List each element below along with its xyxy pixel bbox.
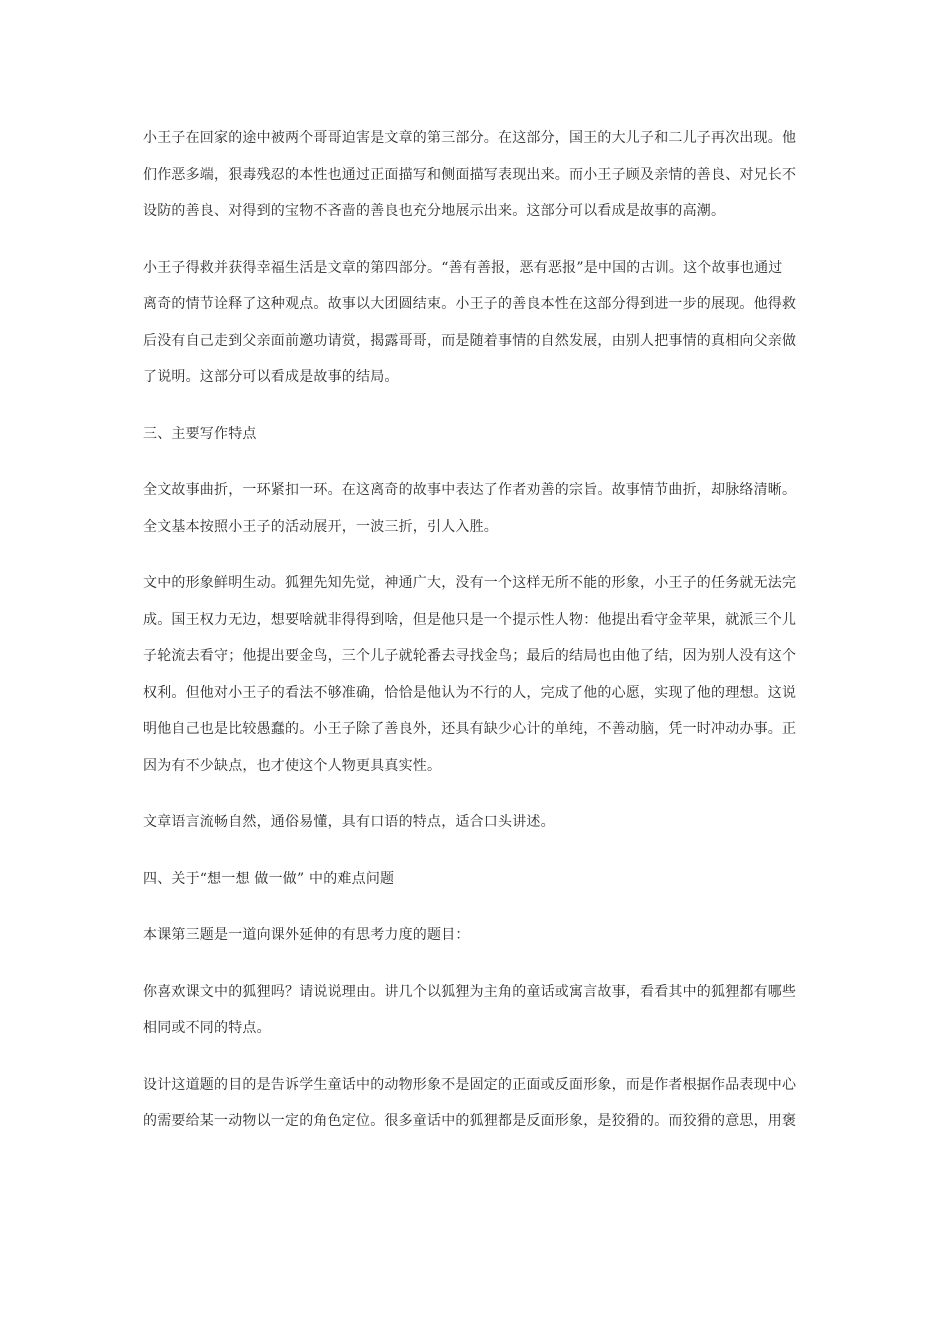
text-line: 后没有自己走到父亲面前邀功请赏，揭露哥哥，而是随着事情的自然发展，由别人把事情的真相向父亲做: [143, 332, 797, 349]
text-line: 因为有不少缺点，也才使这个人物更具真实性。: [143, 757, 442, 774]
paragraph-design-purpose: [143, 1067, 808, 1140]
paragraph-part-three: [143, 120, 808, 230]
text-line: 明他自己也是比较愚蠢的。小王子除了善良外，还具有缺少心计的单纯，不善动脑，凭一时冲动办事。正: [143, 721, 797, 737]
text-line: 子轮流去看守；他提出要金鸟，三个儿子就轮番去寻找金鸟；最后的结局也由他了结，因为别人没有这个: [143, 648, 797, 664]
text-line: 相同或不同的特点。: [143, 1020, 271, 1036]
heading-text: 四、关于“想一想 做一做” 中的难点问题: [143, 870, 395, 887]
paragraph-language: [143, 804, 808, 841]
paragraph-question: [143, 974, 808, 1047]
text-line: 文中的形象鲜明生动。狐狸先知先觉，神通广大，没有一个这样无所不能的形象，小王子的任务就无法完: [143, 575, 797, 591]
text-line: 设防的善良、对得到的宝物不吝啬的善良也充分地展示出来。这部分可以看成是故事的高潮。: [143, 203, 726, 219]
text-line: 全文故事曲折，一环紧扣一环。在这离奇的故事中表达了作者劝善的宗旨。故事情节曲折，却脉络清晰。: [143, 482, 797, 498]
paragraph-part-four: [143, 250, 808, 396]
text-line: 本课第三题是一道向课外延伸的有思考力度的题目：: [143, 927, 470, 943]
text-line: 全文基本按照小王子的活动展开，一波三折，引人入胜。: [143, 518, 498, 535]
text-line: 离奇的情节诠释了这种观点。故事以大团圆结束。小王子的善良本性在这部分得到进一步的展现。他得救: [143, 296, 797, 312]
text-line: 设计这道题的目的是告诉学生童话中的动物形象不是固定的正面或反面形象，而是作者根据作品表现中心: [143, 1076, 797, 1093]
section-heading-difficult-questions: [143, 861, 808, 898]
text-line: 小王子在回家的途中被两个哥哥迫害是文章的第三部分。在这部分，国王的大儿子和二儿子再次出现。他: [143, 130, 797, 146]
text-line: 文章语言流畅自然，通俗易懂，具有口语的特点，适合口头讲述。: [143, 814, 555, 830]
text-line: 小王子得救并获得幸福生活是文章的第四部分。“善有善报，恶有恶报”是中国的古训。这个故事也通过: [143, 259, 783, 276]
document-body: [143, 120, 808, 1160]
heading-text: 三、主要写作特点: [143, 425, 257, 442]
text-line: 们作恶多端，狠毒残忍的本性也通过正面描写和侧面描写表现出来。而小王子顾及亲情的善良、对兄长不: [143, 166, 797, 183]
paragraph-characters: [143, 565, 808, 784]
section-heading-writing-features: [143, 416, 808, 453]
text-line: 了说明。这部分可以看成是故事的结局。: [143, 369, 399, 385]
paragraph-plot: [143, 472, 808, 545]
text-line: 成。国王权力无边，想要啥就非得得到啥，但是他只是一个提示性人物：他提出看守金苹果，就派三个儿: [143, 611, 797, 628]
text-line: 的需要给某一动物以一定的角色定位。很多童话中的狐狸都是反面形象，是狡猾的。而狡猾的意思，用褒: [143, 1113, 797, 1129]
text-line: 你喜欢课文中的狐狸吗？请说说理由。讲几个以狐狸为主角的童话或寓言故事，看看其中的狐狸都有哪些: [143, 983, 797, 1000]
text-line: 权利。但他对小王子的看法不够准确，恰恰是他认为不行的人，完成了他的心愿，实现了他的理想。这说: [143, 684, 797, 701]
paragraph-question-intro: [143, 917, 808, 954]
